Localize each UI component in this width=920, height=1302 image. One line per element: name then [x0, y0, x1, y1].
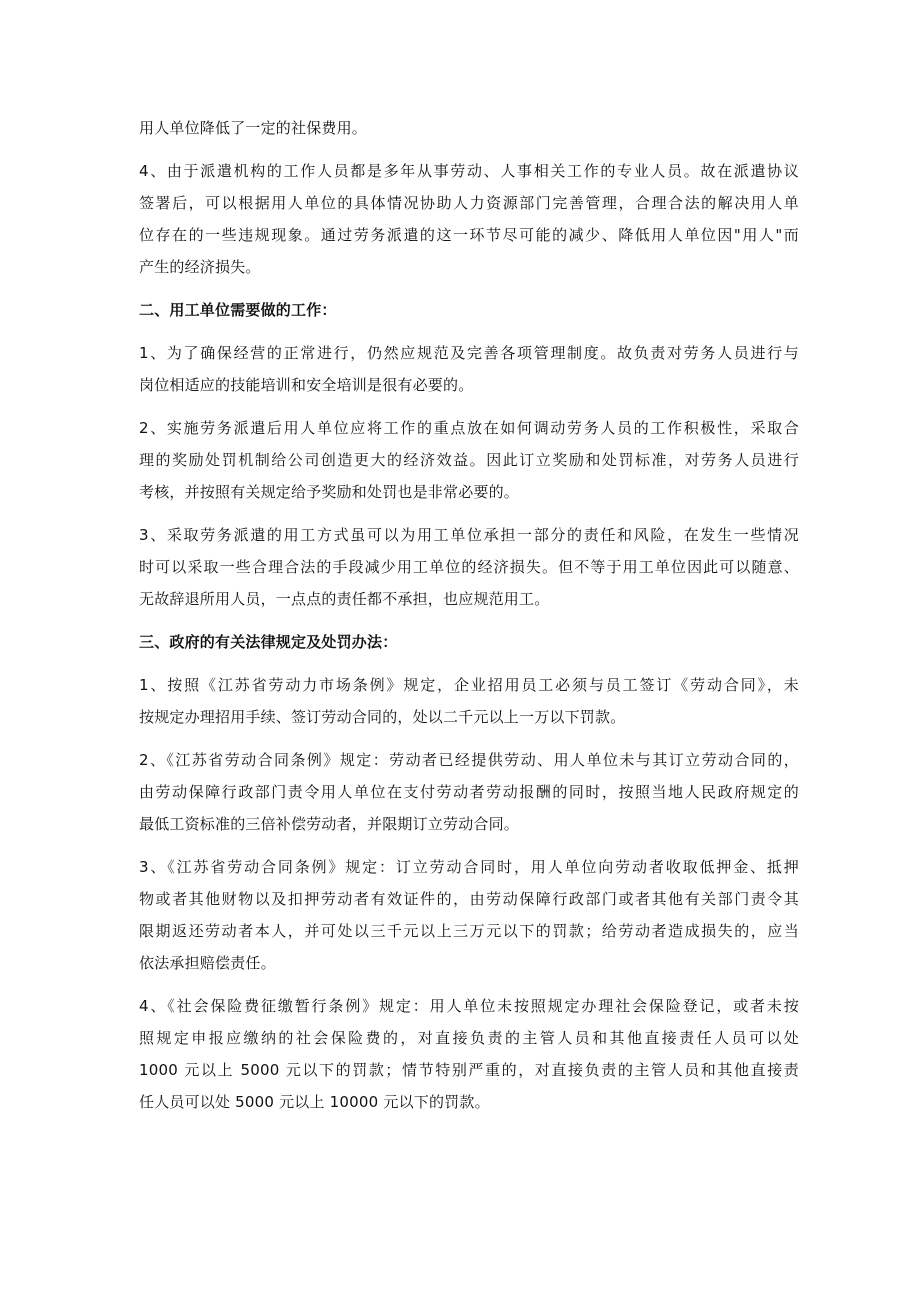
text-line: 三、政府的有关法律规定及处罚办法： [139, 633, 398, 651]
text-line: 1、为了确保经营的正常进行，仍然应规范及完善各项管理制度。故负责对劳务人员进行与 [139, 344, 799, 362]
text-line: 4、由于派遣机构的工作人员都是多年从事劳动、人事相关工作的专业人员。故在派遣协议 [139, 162, 799, 180]
text-line: 1000 元以上 5000 元以下的罚款；情节特别严重的，对直接负责的主管人员和其他直接责 [139, 1061, 799, 1079]
text-line: 任人员可以处 5000 元以上 10000 元以下的罚款。 [139, 1093, 490, 1111]
text-line: 照规定申报应缴纳的社会保险费的，对直接负责的主管人员和其他直接责任人员可以处 [139, 1029, 799, 1047]
body-paragraph [139, 337, 799, 401]
text-line: 岗位相适应的技能培训和安全培训是很有必要的。 [139, 376, 474, 394]
body-paragraph [139, 155, 799, 283]
text-line: 二、用工单位需要做的工作： [139, 301, 337, 319]
text-line: 考核，并按照有关规定给予奖励和处罚也是非常必要的。 [139, 483, 520, 501]
text-line: 最低工资标准的三倍补偿劳动者，并限期订立劳动合同。 [139, 815, 520, 833]
text-line: 无故辞退所用人员，一点点的责任都不承担，也应规范用工。 [139, 590, 550, 608]
text-line: 理的奖励处罚机制给公司创造更大的经济效益。因此订立奖励和处罚标准，对劳务人员进行 [139, 451, 799, 469]
text-line: 产生的经济损失。 [139, 258, 261, 276]
body-paragraph [139, 851, 799, 979]
document-page [139, 112, 799, 1129]
text-line: 用人单位降低了一定的社保费用。 [139, 119, 368, 137]
text-line: 位存在的一些违规现象。通过劳务派遣的这一环节尽可能的减少、降低用人单位因"用人"而 [139, 226, 799, 244]
text-line: 依法承担赔偿责任。 [139, 954, 276, 972]
text-line: 2、实施劳务派遣后用人单位应将工作的重点放在如何调动劳务人员的工作积极性，采取合 [139, 419, 799, 437]
body-paragraph [139, 112, 799, 144]
text-line: 按规定办理招用手续、签订劳动合同的，处以二千元以上一万以下罚款。 [139, 708, 626, 726]
body-paragraph [139, 744, 799, 840]
text-line: 签署后，可以根据用人单位的具体情况协助人力资源部门完善管理，合理合法的解决用人单 [139, 194, 799, 212]
text-line: 2、《江苏省劳动合同条例》规定：劳动者已经提供劳动、用人单位未与其订立劳动合同的， [139, 751, 799, 769]
body-paragraph [139, 990, 799, 1118]
text-line: 时可以采取一些合理合法的手段减少用工单位的经济损失。但不等于用工单位因此可以随意、 [139, 558, 799, 576]
body-paragraph [139, 412, 799, 508]
body-paragraph [139, 519, 799, 615]
text-line: 限期返还劳动者本人，并可处以三千元以上三万元以下的罚款；给劳动者造成损失的，应当 [139, 922, 799, 940]
text-line: 3、采取劳务派遣的用工方式虽可以为用工单位承担一部分的责任和风险，在发生一些情况 [139, 526, 799, 544]
section-heading [139, 294, 799, 326]
text-line: 1、按照《江苏省劳动力市场条例》规定，企业招用员工必须与员工签订《劳动合同》，未 [139, 676, 799, 694]
body-paragraph [139, 669, 799, 733]
section-heading [139, 626, 799, 658]
text-line: 3、《江苏省劳动合同条例》规定：订立劳动合同时，用人单位向劳动者收取低押金、抵押 [139, 858, 799, 876]
text-line: 4、《社会保险费征缴暂行条例》规定：用人单位未按照规定办理社会保险登记，或者未按 [139, 997, 799, 1015]
text-line: 物或者其他财物以及扣押劳动者有效证件的，由劳动保障行政部门或者其他有关部门责令其 [139, 890, 799, 908]
text-line: 由劳动保障行政部门责令用人单位在支付劳动者劳动报酬的同时，按照当地人民政府规定的 [139, 783, 799, 801]
